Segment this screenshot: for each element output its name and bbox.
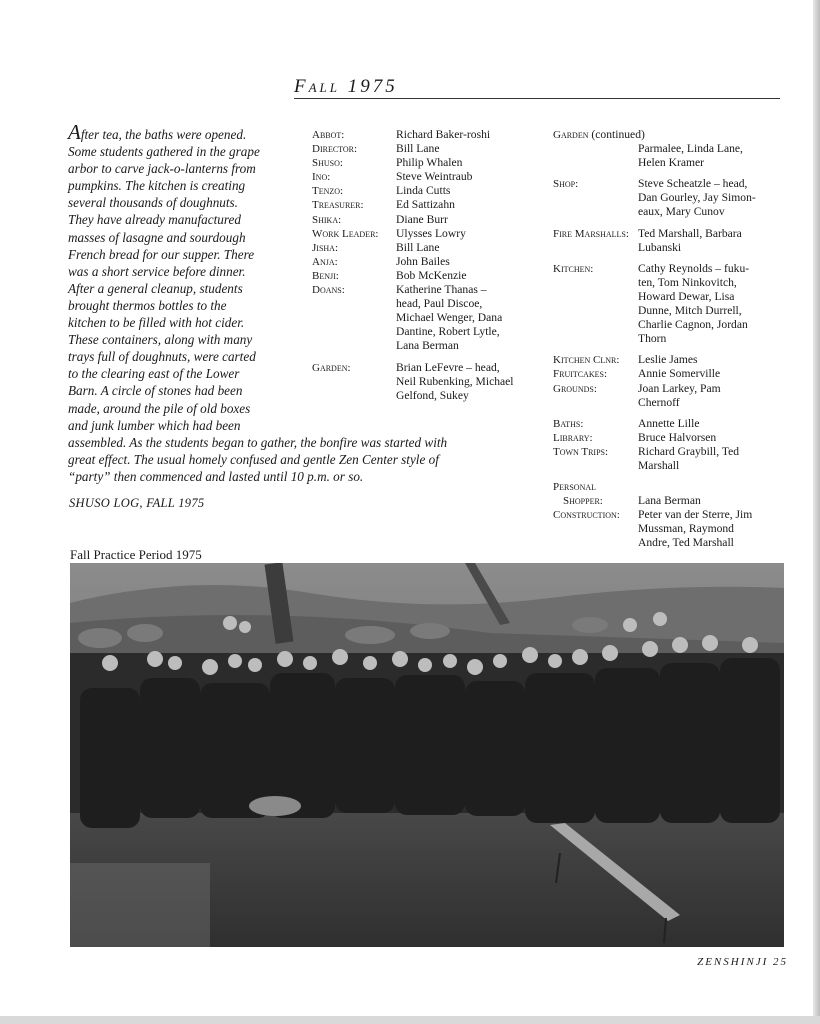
personal-role-line1: Personal — [553, 481, 597, 494]
roster-role — [553, 290, 638, 304]
log-source: SHUSO LOG, FALL 1975 — [69, 496, 205, 510]
intro-line: brought thermos bottles to the — [68, 297, 227, 313]
roster-row — [553, 332, 783, 346]
roster-entry — [553, 262, 783, 347]
roster-entry — [553, 417, 783, 431]
roster-names: Bill Lane — [396, 240, 440, 254]
roster-role: Benji: — [312, 269, 339, 282]
roster-row — [553, 241, 783, 255]
roster-names: Neil Rubenking, Michael — [396, 374, 514, 388]
roster-entry — [312, 213, 542, 227]
roster-role — [553, 536, 638, 550]
roster-role: Doans: — [312, 284, 345, 297]
roster-row — [553, 508, 783, 522]
roster-row — [312, 339, 542, 353]
roster-role — [553, 459, 638, 473]
roster-row — [312, 198, 542, 212]
roster-row — [312, 156, 542, 170]
garden-continued — [553, 128, 783, 142]
roster-names: Dunne, Mitch Durrell, — [638, 304, 742, 318]
roster-names: Lana Berman — [638, 494, 701, 508]
roster-entry — [312, 198, 542, 212]
roster-names: Annie Somerville — [638, 367, 721, 381]
roster-entry-personal-shopper — [553, 480, 783, 494]
roster-row — [553, 318, 783, 332]
roster-names: Annette Lille — [638, 416, 700, 430]
roster-names: Peter van der Sterre, Jim — [638, 508, 753, 522]
roster-names: head, Paul Discoe, — [396, 297, 483, 311]
garden-continued-role: Garden — [553, 129, 589, 141]
roster-row — [312, 375, 542, 389]
intro-line — [68, 120, 268, 144]
roster-role: Shop: — [553, 178, 579, 191]
roster-entry — [312, 184, 542, 198]
intro-line: and junk lumber which had been — [68, 417, 241, 433]
roster-row — [553, 445, 783, 459]
page-footer: ZENSHINJI 25 — [697, 956, 788, 968]
roster-role — [553, 494, 638, 508]
roster-entry — [553, 445, 783, 473]
garden-continued-names — [553, 142, 783, 170]
roster-names: Dantine, Robert Lytle, — [396, 325, 500, 339]
roster-names: Bob McKenzie — [396, 268, 467, 282]
roster-entry — [553, 353, 783, 367]
roster-right-entries — [553, 170, 783, 473]
roster-row — [553, 382, 783, 396]
roster-names: Bruce Halvorsen — [638, 430, 717, 444]
roster-entry — [553, 177, 783, 219]
roster-row — [553, 227, 783, 241]
roster-names: Charlie Cagnon, Jordan — [638, 318, 748, 332]
roster-names: Dan Gourley, Jay Simon- — [638, 191, 756, 205]
roster-entry — [312, 128, 542, 142]
roster-left-column — [312, 128, 542, 403]
roster-row — [553, 177, 783, 191]
roster-names: Richard Baker-roshi — [396, 128, 491, 141]
roster-row — [312, 184, 542, 198]
roster-entry — [312, 156, 542, 170]
page-header — [294, 76, 780, 99]
photo-caption: Fall Practice Period 1975 — [70, 547, 202, 562]
roster-role: Town Trips: — [553, 445, 609, 458]
roster-role — [312, 389, 396, 403]
garden-continued-suffix: (continued) — [591, 128, 645, 141]
roster-row — [553, 353, 783, 367]
intro-line: They have already manufactured — [68, 212, 241, 228]
roster-names: Michael Wenger, Dana — [396, 311, 503, 325]
roster-names: Steve Scheatzle – head, — [638, 177, 748, 191]
roster-row — [312, 255, 542, 269]
roster-row — [312, 241, 542, 255]
roster-entry — [312, 255, 542, 269]
roster-role — [553, 396, 638, 410]
roster-row — [312, 283, 542, 297]
page-title: Fall 1975 — [294, 76, 398, 97]
roster-role: Tenzo: — [312, 185, 344, 198]
roster-role: Director: — [312, 143, 358, 156]
roster-role: Library: — [553, 431, 593, 444]
roster-role: Construction: — [553, 509, 620, 522]
roster-row — [312, 227, 542, 241]
roster-role — [312, 375, 396, 389]
roster-role: Shuso: — [312, 157, 343, 170]
intro-line: After a general cleanup, students — [68, 280, 243, 296]
intro-line: These containers, along with many — [68, 332, 253, 348]
roster-names: Lubanski — [638, 240, 682, 254]
roster-row — [553, 205, 783, 219]
intro-line: assembled. As the students began to gather, the bonfire was started with — [68, 434, 448, 450]
intro-line: made, around the pile of old boxes — [68, 400, 251, 416]
intro-narrow-lines — [68, 120, 268, 434]
roster-entry — [553, 431, 783, 445]
roster-role: Fruitcakes: — [553, 368, 608, 381]
roster-role — [553, 304, 638, 318]
roster-names: Mussman, Raymond — [638, 522, 734, 536]
intro-line: was a short service before dinner. — [68, 263, 246, 279]
roster-role — [312, 297, 396, 311]
roster-role: Ino: — [312, 171, 331, 184]
roster-role — [553, 276, 638, 290]
bottom-edge — [0, 1016, 820, 1024]
roster-names: Andre, Ted Marshall — [638, 536, 734, 550]
roster-row — [312, 269, 542, 283]
roster-row — [312, 213, 542, 227]
roster-row — [553, 262, 783, 276]
roster-role — [553, 241, 638, 255]
roster-entry — [312, 269, 542, 283]
roster-role — [553, 318, 638, 332]
roster-names: John Bailes — [396, 254, 450, 268]
roster-row — [312, 389, 542, 403]
roster-row — [553, 396, 783, 410]
roster-names: Diane Burr — [396, 212, 448, 226]
roster-row — [312, 325, 542, 339]
roster-entry — [312, 227, 542, 241]
roster-names: Ted Marshall, Barbara — [638, 226, 742, 240]
roster-entry-construction — [553, 508, 783, 550]
roster-row — [553, 304, 783, 318]
roster-names: Bill Lane — [396, 142, 440, 156]
roster-row — [553, 276, 783, 290]
roster-role: Anja: — [312, 255, 338, 268]
roster-names: Linda Cutts — [396, 184, 451, 198]
roster-role — [553, 332, 638, 346]
roster-row — [553, 417, 783, 431]
intro-line: arbor to carve jack-o-lanterns from — [68, 161, 256, 177]
group-photo-image — [70, 563, 784, 947]
roster-names: ten, Tom Ninkovitch, — [638, 275, 737, 289]
roster-row — [553, 191, 783, 205]
roster-role — [553, 191, 638, 205]
roster-role — [553, 480, 638, 494]
roster-role — [553, 205, 638, 219]
roster-role: Shika: — [312, 213, 342, 226]
roster-entry — [553, 382, 783, 410]
roster-names: Richard Graybill, Ted — [638, 444, 740, 458]
roster-row — [312, 128, 542, 142]
intro-line: kitchen to be filled with hot cider. — [68, 315, 245, 331]
roster-row — [553, 536, 783, 550]
roster-role: Treasurer: — [312, 199, 364, 212]
roster-entry — [553, 508, 783, 550]
roster-names: eaux, Mary Cunov — [638, 205, 725, 219]
roster-entry — [312, 170, 542, 184]
roster-row — [312, 297, 542, 311]
personal-role-line2: Shopper: — [563, 495, 603, 508]
roster-entry — [312, 283, 542, 353]
roster-role — [312, 339, 396, 353]
roster-row — [553, 367, 783, 381]
roster-names: Parmalee, Linda Lane, — [638, 142, 743, 156]
intro-wide-lines — [68, 434, 488, 485]
roster-names: Ed Sattizahn — [396, 198, 455, 212]
roster-entry — [312, 241, 542, 255]
roster-names: Chernoff — [638, 395, 680, 409]
page-edge — [813, 0, 820, 1024]
roster-role — [312, 325, 396, 339]
intro-line: masses of lasagne and sourdough — [68, 229, 246, 245]
roster-row — [312, 142, 542, 156]
roster-names: Joan Larkey, Pam — [638, 381, 721, 395]
intro-line: pumpkins. The kitchen is creating — [68, 178, 246, 194]
roster-names: Katherine Thanas – — [396, 283, 487, 297]
roster-names: Helen Kramer — [638, 156, 704, 170]
roster-entry — [312, 142, 542, 156]
roster-row — [312, 361, 542, 375]
roster-names: Philip Whalen — [396, 156, 463, 170]
roster-entry-personal-shopper-line2 — [553, 494, 783, 508]
roster-names: Brian LeFevre – head, — [396, 360, 500, 374]
intro-line: to the clearing east of the Lower — [68, 366, 240, 382]
roster-role: Fire Marshalls: — [553, 227, 629, 240]
roster-role: Work Leader: — [312, 227, 379, 240]
roster-role — [553, 522, 638, 536]
roster-entry — [553, 227, 783, 255]
roster-role: Grounds: — [553, 382, 597, 395]
roster-row — [553, 459, 783, 473]
roster-role: Baths: — [553, 417, 584, 430]
intro-line: French bread for our supper. There — [68, 246, 255, 262]
roster-role: Jisha: — [312, 241, 339, 254]
group-photo — [70, 563, 784, 947]
roster-row — [553, 431, 783, 445]
intro-line: Barn. A circle of stones had been — [68, 383, 243, 399]
intro-line: great effect. The usual homely confused and gentle Zen Center style of — [68, 451, 439, 467]
roster-right-column — [553, 128, 783, 551]
roster-names: Leslie James — [638, 353, 698, 367]
roster-names: Howard Dewar, Lisa — [638, 289, 735, 303]
roster-names: Steve Weintraub — [396, 170, 473, 184]
roster-role: Kitchen: — [553, 262, 594, 275]
roster-names: Gelfond, Sukey — [396, 388, 469, 402]
roster-entry — [312, 361, 542, 403]
roster-row — [553, 522, 783, 536]
roster-names: Thorn — [638, 332, 667, 346]
roster-names: Cathy Reynolds – fuku- — [638, 261, 750, 275]
intro-line: “party” then commenced and lasted until 10 p.m. or so. — [68, 468, 364, 484]
roster-row — [312, 311, 542, 325]
roster-role: Abbot: — [312, 129, 345, 141]
roster-row — [312, 170, 542, 184]
roster-names: Lana Berman — [396, 339, 459, 353]
roster-role: Kitchen Clnr: — [553, 354, 620, 367]
intro-line: several thousands of doughnuts. — [68, 195, 238, 211]
roster-entry — [553, 367, 783, 381]
intro-line-rest: fter tea, the baths were opened. — [80, 127, 247, 142]
roster-role — [312, 311, 396, 325]
intro-line: Some students gathered in the grape — [68, 144, 260, 160]
roster-names: Marshall — [638, 458, 680, 472]
roster-role: Garden: — [312, 361, 351, 374]
intro-line: trays full of doughnuts, were carted — [68, 349, 256, 365]
roster-row — [553, 290, 783, 304]
roster-names: Ulysses Lowry — [396, 226, 466, 240]
drop-cap: A — [68, 120, 81, 144]
